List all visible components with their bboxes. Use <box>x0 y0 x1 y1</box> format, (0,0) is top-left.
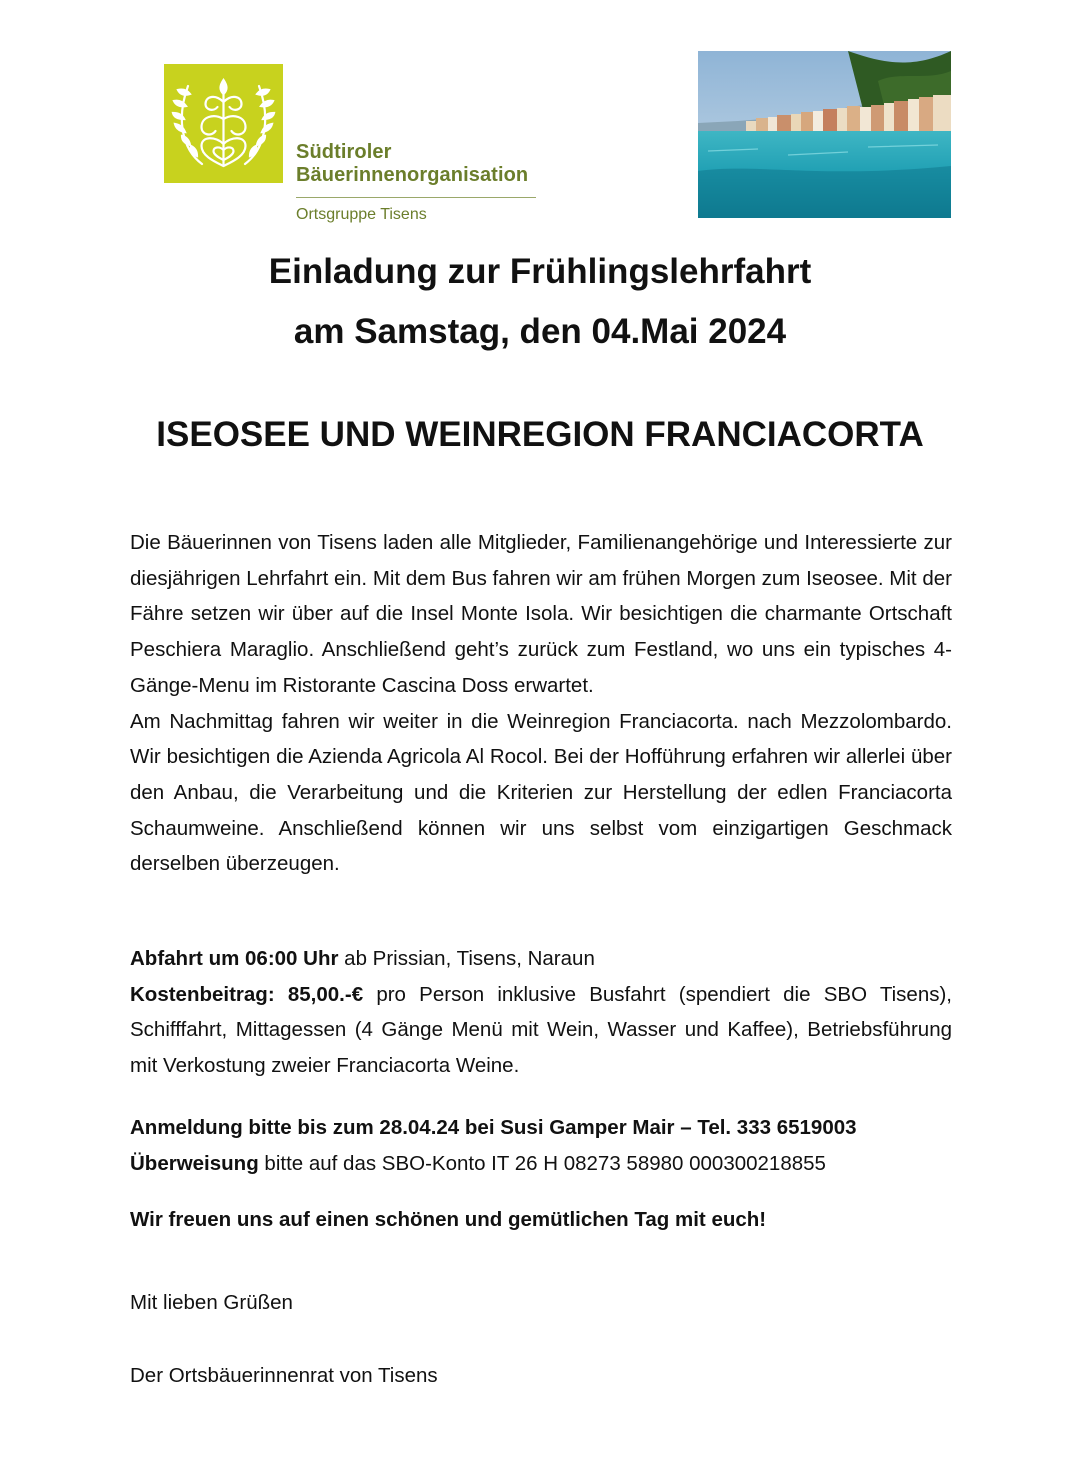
org-name-line2: Bäuerinnenorganisation <box>296 164 529 186</box>
lake-image <box>698 51 951 218</box>
intro-text <box>130 525 952 882</box>
destination-heading: ISEOSEE UND WEINREGION FRANCIACORTA <box>156 415 924 454</box>
org-group-name: Ortsgruppe Tisens <box>296 206 427 223</box>
sbo-logo <box>164 64 283 183</box>
departure-label: Abfahrt um 06:00 Uhr <box>130 947 339 970</box>
transfer-line <box>130 1146 952 1182</box>
transfer-text: bitte auf das SBO-Konto IT 26 H 08273 58980 000300218855 <box>258 1151 826 1175</box>
org-name-line1: Südtiroler <box>296 141 392 163</box>
departure-text: ab Prissian, Tisens, Naraun <box>338 947 595 970</box>
intro-paragraph-1: Die Bäuerinnen von Tisens laden alle Mitglieder, Familienangehörige und Interessierte zur diesjährigen Lehrfahrt ein. Mit dem Bus fahren wir am frühen Morgen zum Iseosee. Mit der Fähre setzen wir über auf die Insel Monte Isola. Wir besichtigen die charmante Ortschaft Peschiera Maraglio. Anschließend geht’s zurück zum Festland, wo uns ein typisches 4-Gänge-Menu im Ristorante Cascina Doss erwartet. <box>130 531 952 697</box>
signature-line: Der Ortsbäuerinnenrat von Tisens <box>130 1364 438 1387</box>
intro-paragraph-2: Am Nachmittag fahren wir weiter in die Weinregion Franciacorta. nach Mezzolombardo. Wir besichtigen die Azienda Agricola Al Rocol. Bei der Hofführung erfahren wir allerlei über den Anbau, die Verarbeitung und die Kriterien zur Herstellung der edlen Franciacorta Schaumweine. Anschließend können wir uns selbst vom einzigartigen Geschmack derselben überzeugen. <box>130 709 952 876</box>
lake-photo <box>698 51 951 218</box>
title-line1: Einladung zur Frühlingslehrfahrt <box>268 252 812 291</box>
signup-line <box>130 1110 952 1146</box>
cost-line <box>130 977 952 1084</box>
registration-info <box>130 1110 952 1181</box>
departure-line <box>130 941 952 977</box>
signup-text: Anmeldung bitte bis zum 28.04.24 bei Susi Gamper Mair – Tel. 333 6519003 <box>130 1116 857 1139</box>
org-divider <box>296 197 536 198</box>
closing-line: Wir freuen uns auf einen schönen und gemütlichen Tag mit euch! <box>130 1208 767 1231</box>
cost-label: Kostenbeitrag: 85,00.-€ <box>130 982 364 1006</box>
title-line2: am Samstag, den 04.Mai 2024 <box>293 312 787 351</box>
ornament-icon <box>164 64 283 183</box>
cost-text: pro Person inklusive Busfahrt (spendiert die SBO Tisens), Schifffahrt, Mittagessen (4 Gänge Menü mit Wein, Wasser und Kaffee), Betriebsführung mit Verkostung zweier Franciacorta Weine. <box>130 982 953 1077</box>
trip-details <box>130 941 952 1083</box>
transfer-label: Überweisung <box>130 1151 259 1175</box>
greeting-line: Mit lieben Grüßen <box>130 1291 293 1314</box>
